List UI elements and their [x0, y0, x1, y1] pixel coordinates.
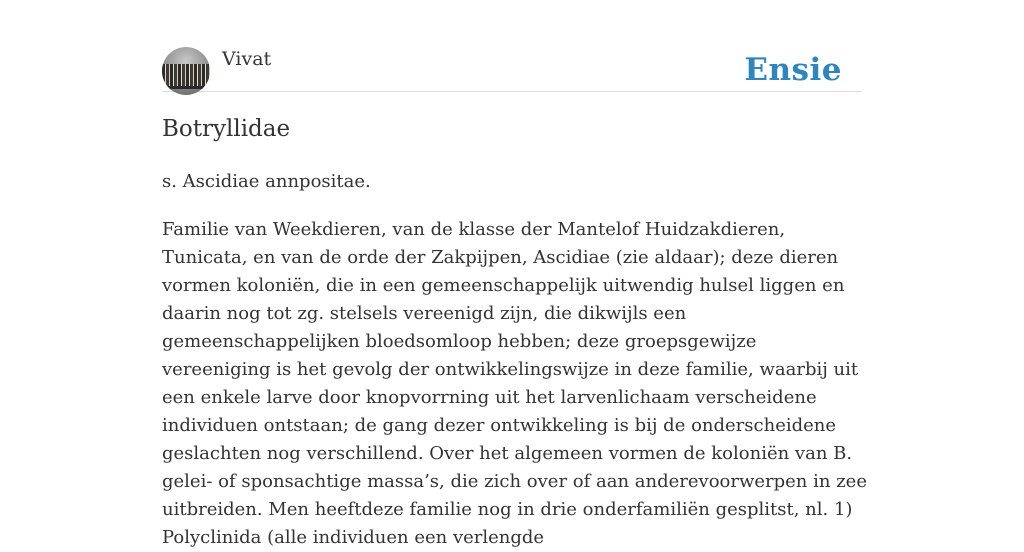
article-title: Botryllidae — [162, 116, 291, 142]
bookshelf-image — [162, 64, 210, 86]
page-header — [162, 44, 862, 92]
article-subtitle: s. Ascidiae annpositae. — [162, 171, 371, 192]
article-body: Familie van Weekdieren, van de klasse der Mantelof Huidzakdieren, Tunicata, en van de orde der Zakpijpen, Ascidiae (zie aldaar); deze dieren vormen koloniën, die in een gemeenschappelijk uitwendig hulsel liggen en daarin nog tot zg. stelsels vereenigd zijn, die dikwijls een gemeenschappelijken bloedsomloop hebben; deze groepsgewijze vereeniging is het gevolg der ontwikkelingswijze in deze familie, waarbij uit een enkele larve door knopvorrning uit het larvenlichaam verscheidene individuen ontstaan; de gang dezer ontwikkeling is bij de onderscheidene geslachten nog verschillend. Over het algemeen vormen de koloniën van B. gelei- of sponsachtige massa’s, die zich over of aan anderevoorwerpen in zee uitbreiden. Men heeftdeze familie nog in drie onderfamiliën gesplitst, nl. 1) Polyclinida (alle individuen een verlengde — [162, 219, 867, 548]
author-name-link[interactable]: Vivat — [222, 48, 272, 70]
ensie-logo-link[interactable]: Ensie — [744, 52, 842, 88]
shelf-line — [162, 86, 210, 89]
author-avatar[interactable] — [162, 47, 210, 95]
